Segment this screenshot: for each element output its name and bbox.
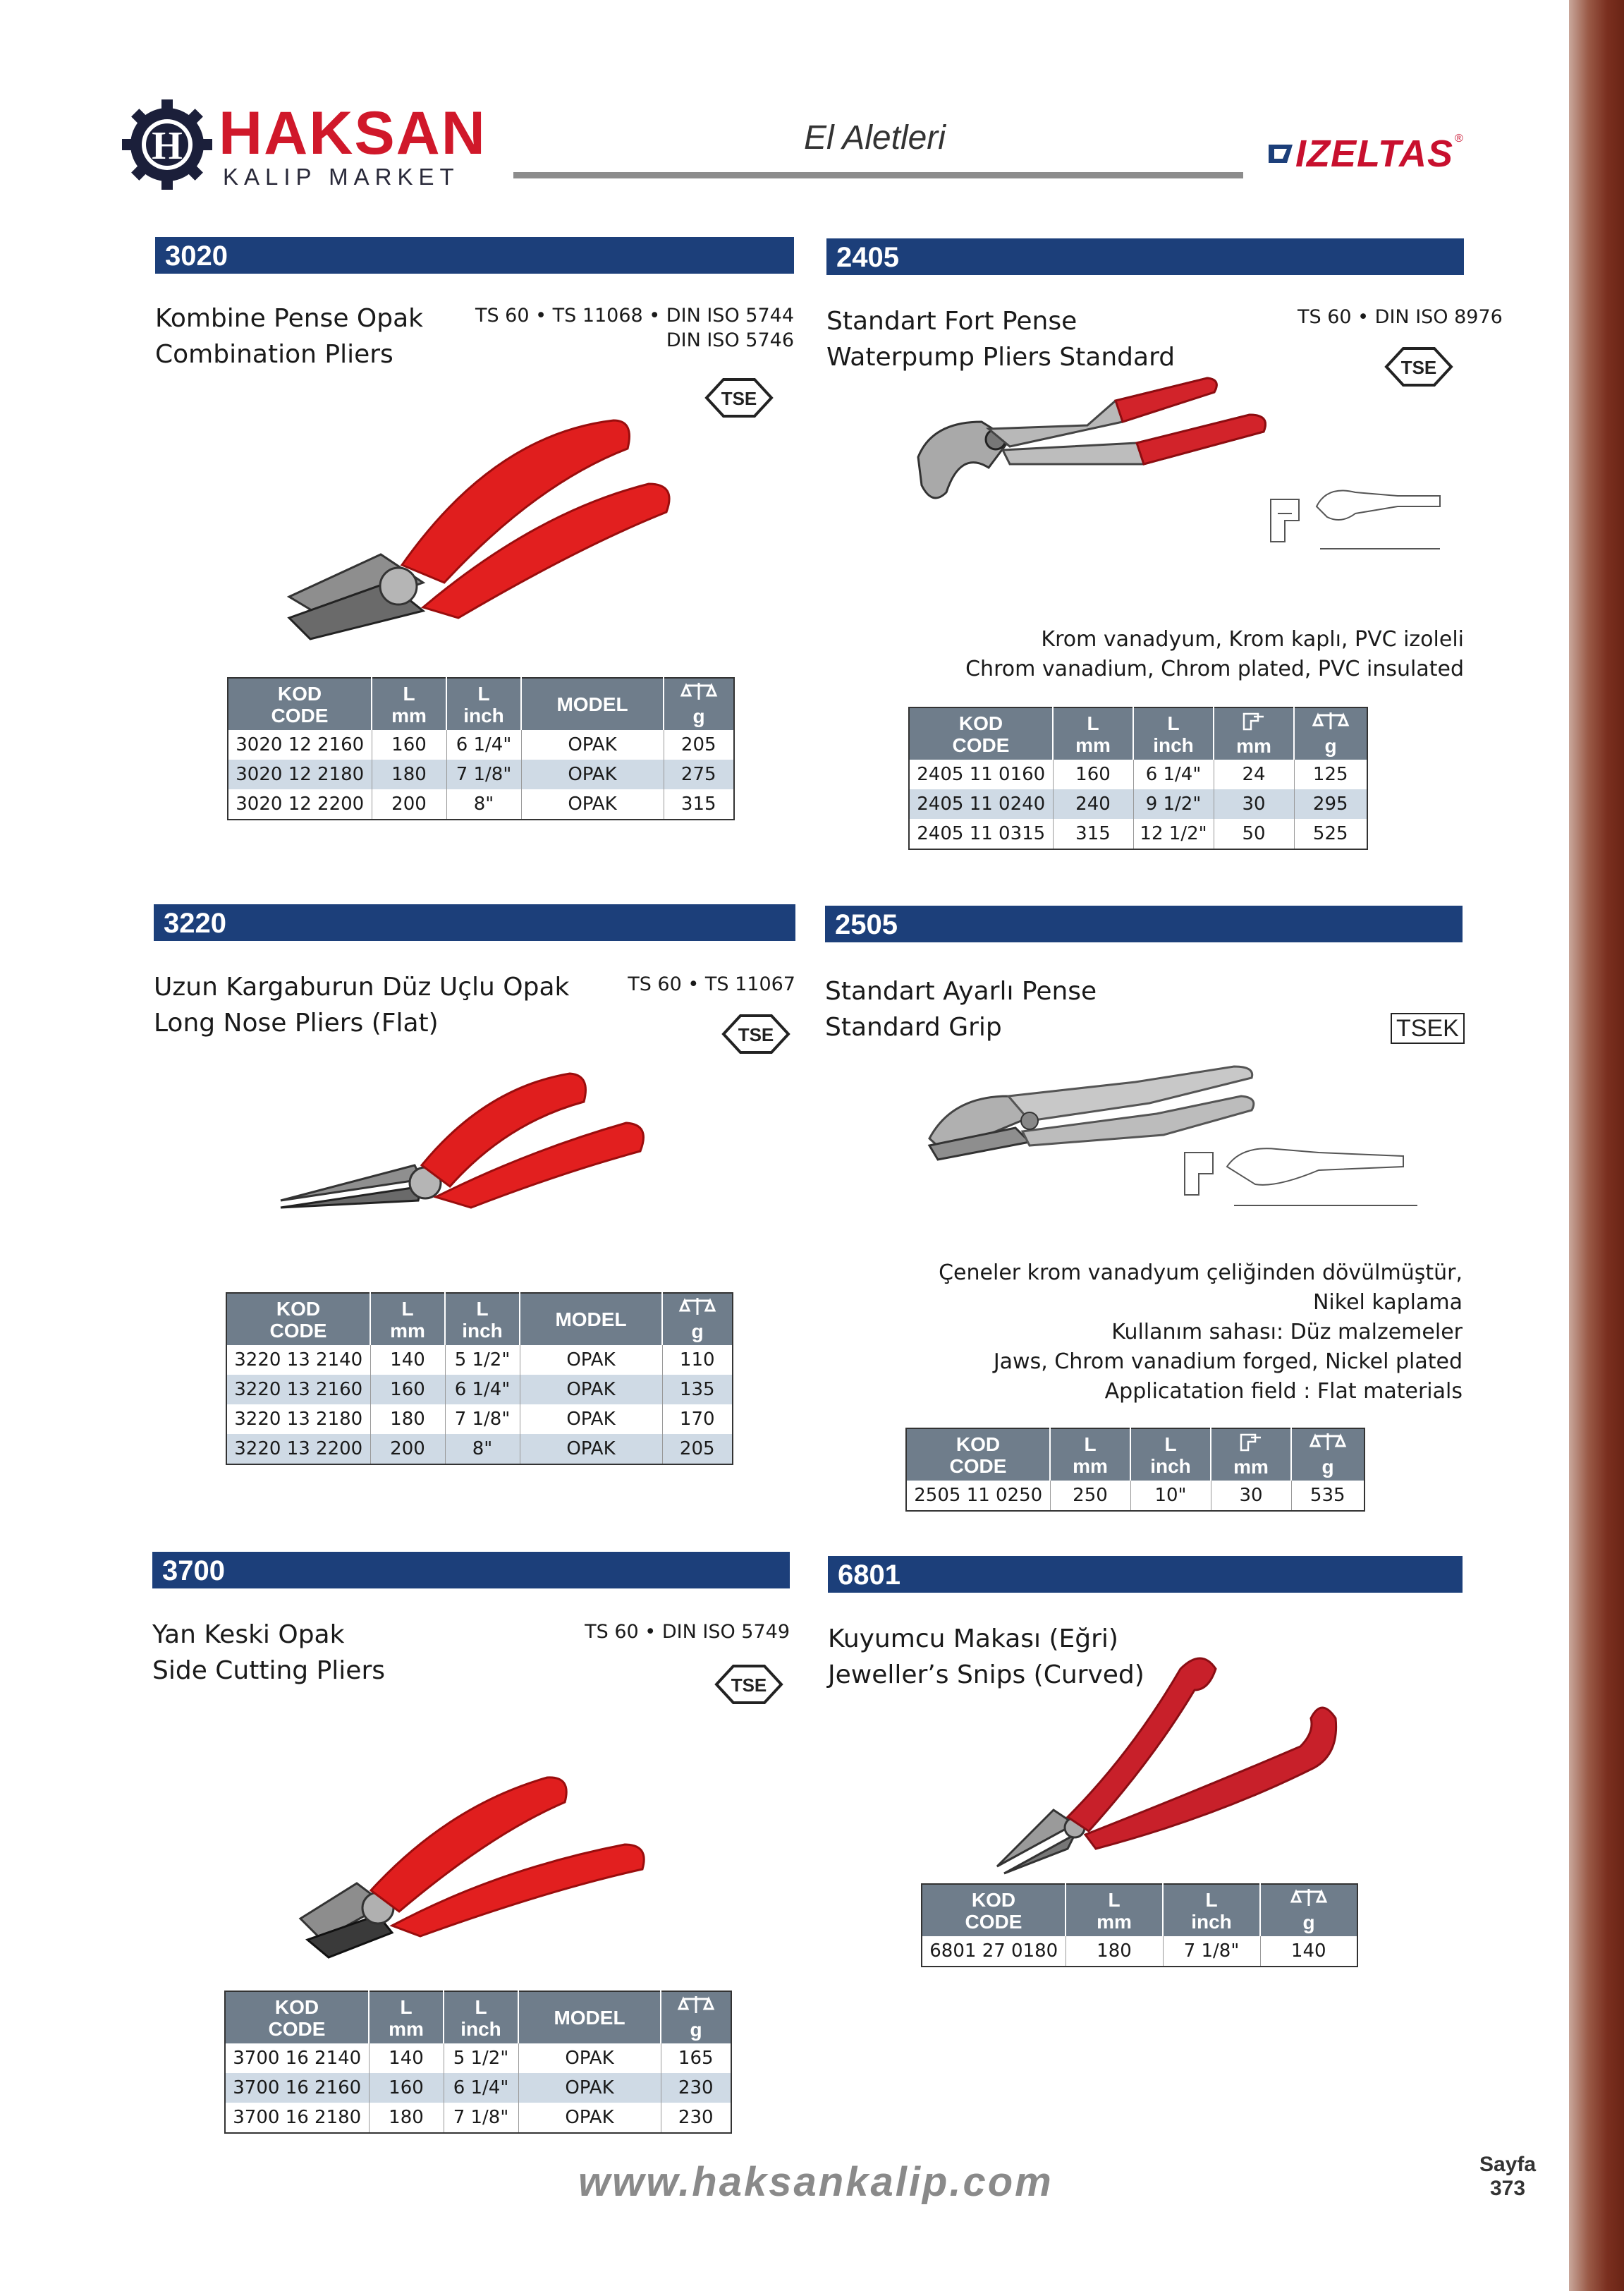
product-description: Çeneler krom vanadyum çeliğinden dövülmüştür, Nikel kaplama Kullanım sahası: Düz malzemeler Jaws, Chrom vanadium forged, Nickel plated Applicatation field : Flat materials (939, 1260, 1463, 1404)
col-code: KOD CODE (226, 1293, 370, 1345)
table-row: 3220 13 2180 180 7 1/8" OPAK 170 (226, 1404, 733, 1434)
col-weight: g (664, 678, 734, 730)
product-name-en: Jeweller’s Snips (Curved) (828, 1660, 1144, 1689)
product-standards (628, 972, 795, 997)
svg-text:TSE: TSE (731, 1675, 767, 1696)
tse-mark-icon (721, 1013, 791, 1055)
scale-icon (679, 1995, 713, 2015)
product-name-en: Waterpump Pliers Standard (826, 343, 1176, 372)
product-3220 (154, 904, 795, 1497)
product-code-bar (826, 238, 1464, 275)
standard-line: DIN ISO 5746 (666, 329, 794, 351)
product-name-tr: Kombine Pense Opak (155, 304, 424, 333)
product-name-tr: Uzun Kargaburun Düz Uçlu Opak (154, 973, 570, 1002)
col-code: KOD CODE (922, 1884, 1066, 1936)
col-jaw-opening: mm (1211, 1428, 1291, 1481)
product-name-en: Long Nose Pliers (Flat) (154, 1009, 439, 1038)
col-length-mm: L mm (1053, 707, 1133, 760)
col-length-inch: L inch (1133, 707, 1214, 760)
jaw-opening-icon (1240, 711, 1268, 731)
product-3700 (152, 1552, 790, 2158)
product-name-tr: Kuyumcu Makası (Eğri) (828, 1624, 1118, 1653)
standard-line: TS 60 • TS 11068 • DIN ISO 5744 (475, 305, 794, 327)
product-code-bar (155, 237, 794, 274)
product-standards (585, 1620, 790, 1644)
product-code: 3020 (165, 241, 228, 272)
col-weight: g (1260, 1884, 1357, 1936)
product-standards (1298, 305, 1503, 329)
table-row: 3020 12 2200 200 8" OPAK 315 (228, 789, 734, 820)
svg-text:H: H (152, 124, 183, 168)
scale-icon (680, 1296, 714, 1316)
page-number: 373 (1490, 2177, 1526, 2200)
page-edge-strip (1569, 0, 1624, 2291)
col-length-mm: L mm (372, 678, 446, 730)
scale-icon (1314, 711, 1348, 731)
table-row: 3700 16 2160 160 6 1/4" OPAK 230 (225, 2073, 731, 2103)
table-row: 3020 12 2160 160 6 1/4" OPAK 205 (228, 730, 734, 760)
col-model: MODEL (521, 678, 664, 730)
gear-icon (121, 99, 213, 190)
page-number-label: Sayfa 373 (1479, 2153, 1537, 2200)
izeltas-logo (1266, 133, 1463, 175)
spec-table (908, 707, 1368, 850)
table-row: 3700 16 2180 180 7 1/8" OPAK 230 (225, 2103, 731, 2133)
spec-table (226, 1292, 733, 1465)
product-code-bar (152, 1552, 790, 1588)
jaw-opening-icon (1237, 1432, 1265, 1452)
table-row: 3220 13 2200 200 8" OPAK 205 (226, 1434, 733, 1464)
table-row: 3220 13 2140 140 5 1/2" OPAK 110 (226, 1345, 733, 1375)
brand-registered: ® (1454, 133, 1463, 145)
col-weight: g (661, 1991, 731, 2043)
product-name-tr: Standart Ayarlı Pense (825, 977, 1097, 1006)
product-code: 3700 (162, 1555, 225, 1586)
combination-pliers-image (282, 406, 677, 646)
col-model: MODEL (520, 1293, 662, 1345)
col-model: MODEL (518, 1991, 661, 2043)
col-length-inch: L inch (1163, 1884, 1260, 1936)
product-code-bar (154, 904, 795, 941)
col-length-mm: L mm (1050, 1428, 1130, 1481)
standard-line: TS 60 • DIN ISO 8976 (1298, 306, 1503, 328)
table-row: 2405 11 0240 240 9 1/2" 30 295 (909, 789, 1367, 819)
product-description: Krom vanadyum, Krom kaplı, PVC izoleli Chrom vanadium, Chrom plated, PVC insulated (965, 627, 1464, 681)
col-length-inch: L inch (444, 1991, 518, 2043)
tse-label: TSE (721, 388, 757, 409)
table-row: 3700 16 2140 140 5 1/2" OPAK 165 (225, 2043, 731, 2073)
col-length-inch: L inch (446, 678, 521, 730)
product-name-en: Side Cutting Pliers (152, 1656, 386, 1685)
product-name-en: Standard Grip (825, 1013, 1002, 1042)
product-code: 2405 (836, 242, 899, 273)
table-row: 2505 11 0250 250 10" 30 535 (906, 1481, 1364, 1511)
col-code: KOD CODE (906, 1428, 1050, 1481)
spec-table (224, 1991, 732, 2134)
product-3020 (155, 237, 794, 844)
col-code: KOD CODE (909, 707, 1053, 760)
product-standards (475, 303, 794, 353)
table-row: 3020 12 2180 180 7 1/8" OPAK 275 (228, 760, 734, 789)
col-weight: g (662, 1293, 733, 1345)
col-jaw-opening: mm (1214, 707, 1294, 760)
product-name-tr: Yan Keski Opak (152, 1620, 345, 1649)
brand-mark-icon (1266, 139, 1295, 169)
col-length-mm: L mm (1066, 1884, 1163, 1936)
logo-subtitle: KALIP MARKET (223, 164, 460, 190)
svg-text:TSE: TSE (738, 1024, 774, 1045)
product-6801 (828, 1556, 1463, 1993)
col-length-mm: L mm (369, 1991, 444, 2043)
product-2405 (826, 238, 1503, 873)
side-cutting-pliers-image (293, 1763, 660, 1975)
waterpump-pliers-image (904, 372, 1440, 556)
svg-text:TSE: TSE (1400, 357, 1437, 378)
col-length-inch: L inch (445, 1293, 520, 1345)
logo-name: HAKSAN (219, 99, 487, 167)
tse-mark-icon (714, 1663, 784, 1706)
product-code: 3220 (164, 908, 226, 939)
product-code-bar (828, 1556, 1463, 1593)
header-divider (513, 172, 1243, 178)
product-name-en: Combination Pliers (155, 340, 393, 369)
spec-table (227, 677, 735, 820)
standard-line: TS 60 • TS 11067 (628, 973, 795, 995)
col-length-mm: L mm (370, 1293, 445, 1345)
product-code-bar (825, 906, 1463, 942)
product-code: 6801 (838, 1560, 900, 1591)
table-row: 2405 11 0315 315 12 1/2" 50 525 (909, 819, 1367, 849)
spec-table (921, 1883, 1358, 1967)
col-weight: g (1294, 707, 1367, 760)
website-url[interactable]: www.haksankalip.com (578, 2159, 1054, 2205)
product-code: 2505 (835, 909, 898, 940)
spec-table (905, 1428, 1365, 1512)
tse-mark-icon (704, 377, 774, 419)
product-2505 (825, 906, 1463, 1540)
table-row: 2405 11 0160 160 6 1/4" 24 125 (909, 760, 1367, 789)
table-row: 6801 27 0180 180 7 1/8" 140 (922, 1936, 1357, 1967)
brand-name: IZELTAS (1295, 133, 1453, 175)
page-title: El Aletleri (804, 119, 946, 157)
jewellers-snips-image (990, 1648, 1357, 1880)
col-code: KOD CODE (228, 678, 372, 730)
table-row: 3220 13 2160 160 6 1/4" OPAK 135 (226, 1375, 733, 1404)
col-length-inch: L inch (1130, 1428, 1211, 1481)
tsek-mark: TSEK (1391, 1013, 1465, 1044)
col-weight: g (1291, 1428, 1364, 1481)
col-code: KOD CODE (225, 1991, 369, 2043)
scale-icon (682, 681, 716, 701)
product-name-tr: Standart Fort Pense (826, 307, 1077, 336)
grip-pliers-image (924, 1054, 1446, 1216)
standard-line: TS 60 • DIN ISO 5749 (585, 1621, 790, 1643)
scale-icon (1292, 1888, 1326, 1907)
long-nose-pliers-image (274, 1066, 654, 1278)
scale-icon (1311, 1432, 1345, 1452)
haksan-logo (121, 99, 516, 198)
